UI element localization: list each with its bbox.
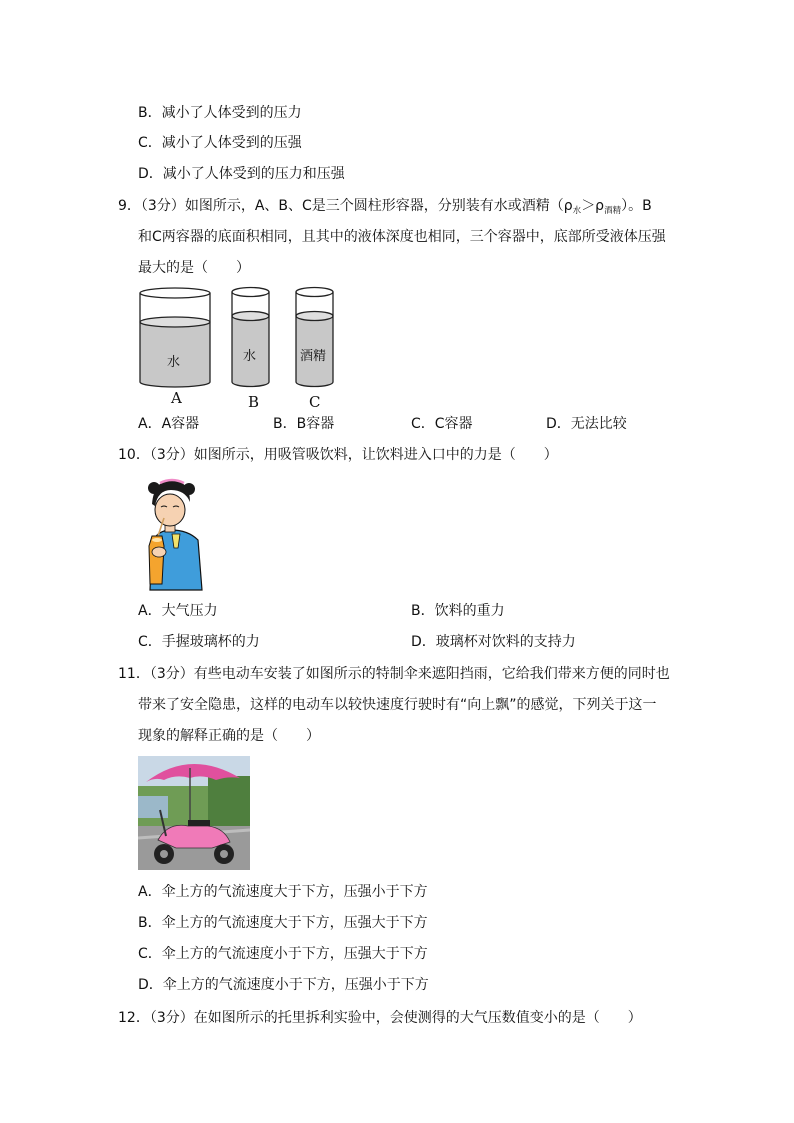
container-b-liquid-label: 水 — [243, 349, 257, 364]
q10-stem: 10．（3分）如图所示，用吸管吸饮料，让饮料进入口中的力是（ ） — [118, 447, 558, 463]
container-b-rim — [232, 288, 269, 297]
q11-option-b: B．伞上方的气流速度大于下方，压强大于下方 — [138, 915, 428, 931]
q11-stem-line-3: 现象的解释正确的是（ ） — [138, 728, 320, 744]
q12-stem: 12．（3分）在如图所示的托里拆利实验中，会使测得的大气压数值变小的是（ ） — [118, 1010, 642, 1026]
container-a-name: A — [171, 389, 182, 407]
q9-option-a: A．A容器 — [138, 416, 200, 432]
scooter-umbrella-photo — [138, 756, 250, 870]
q11-option-d: D．伞上方的气流速度小于下方，压强小于下方 — [138, 977, 429, 993]
q9-option-c: C．C容器 — [411, 416, 473, 432]
q8-option-c: C．减小了人体受到的压强 — [138, 135, 302, 151]
q8-option-b: B．减小了人体受到的压力 — [138, 105, 302, 121]
q10-option-d: D．玻璃杯对饮料的支持力 — [411, 634, 576, 650]
container-a-liquid-surface — [140, 317, 210, 327]
container-c-liquid-surface — [296, 312, 333, 321]
container-a-liquid-label: 水 — [167, 355, 181, 370]
q9-stem-line-1: 9．（3分）如图所示，A、B、C是三个圆柱形容器，分别装有水或酒精$(\rho_水>\rho_{酒精})$。B — [118, 198, 652, 216]
girl-drinking-illustration — [138, 474, 204, 592]
container-b — [232, 288, 269, 387]
container-c-name: C — [309, 393, 321, 411]
q9-stem-line-2: 和C两容器的底面积相同，且其中的液体深度也相同，三个容器中，底部所受液体压强 — [138, 229, 666, 245]
q11-option-c: C．伞上方的气流速度小于下方，压强大于下方 — [138, 946, 428, 962]
q8-option-d: D．减小了人体受到的压力和压强 — [138, 166, 345, 182]
q9-option-d: D．无法比较 — [546, 416, 627, 432]
q9-option-b: B．B容器 — [273, 416, 335, 432]
q10-option-b: B．饮料的重力 — [411, 603, 505, 619]
q11-stem-line-2: 带来了安全隐患，这样的电动车以较快速度行驶时有“向上飘”的感觉，下列关于这一 — [138, 697, 657, 713]
q11-option-a: A．伞上方的气流速度大于下方，压强小于下方 — [138, 884, 428, 900]
q10-option-a: A．大气压力 — [138, 603, 218, 619]
container-c-liquid-label: 酒精 — [300, 349, 327, 364]
container-c-rim — [296, 288, 333, 297]
container-a-liquid — [140, 322, 210, 382]
q11-stem-line-1: 11．（3分）有些电动车安装了如图所示的特制伞来遮阳挡雨，它给我们带来方便的同时也 — [118, 666, 670, 682]
container-b-name: B — [248, 393, 260, 411]
q10-option-c: C．手握玻璃杯的力 — [138, 634, 260, 650]
container-c — [296, 288, 333, 387]
q9-stem-line-3: 最大的是（ ） — [138, 260, 250, 276]
container-a-rim — [140, 288, 210, 298]
container-b-liquid-surface — [232, 312, 269, 321]
